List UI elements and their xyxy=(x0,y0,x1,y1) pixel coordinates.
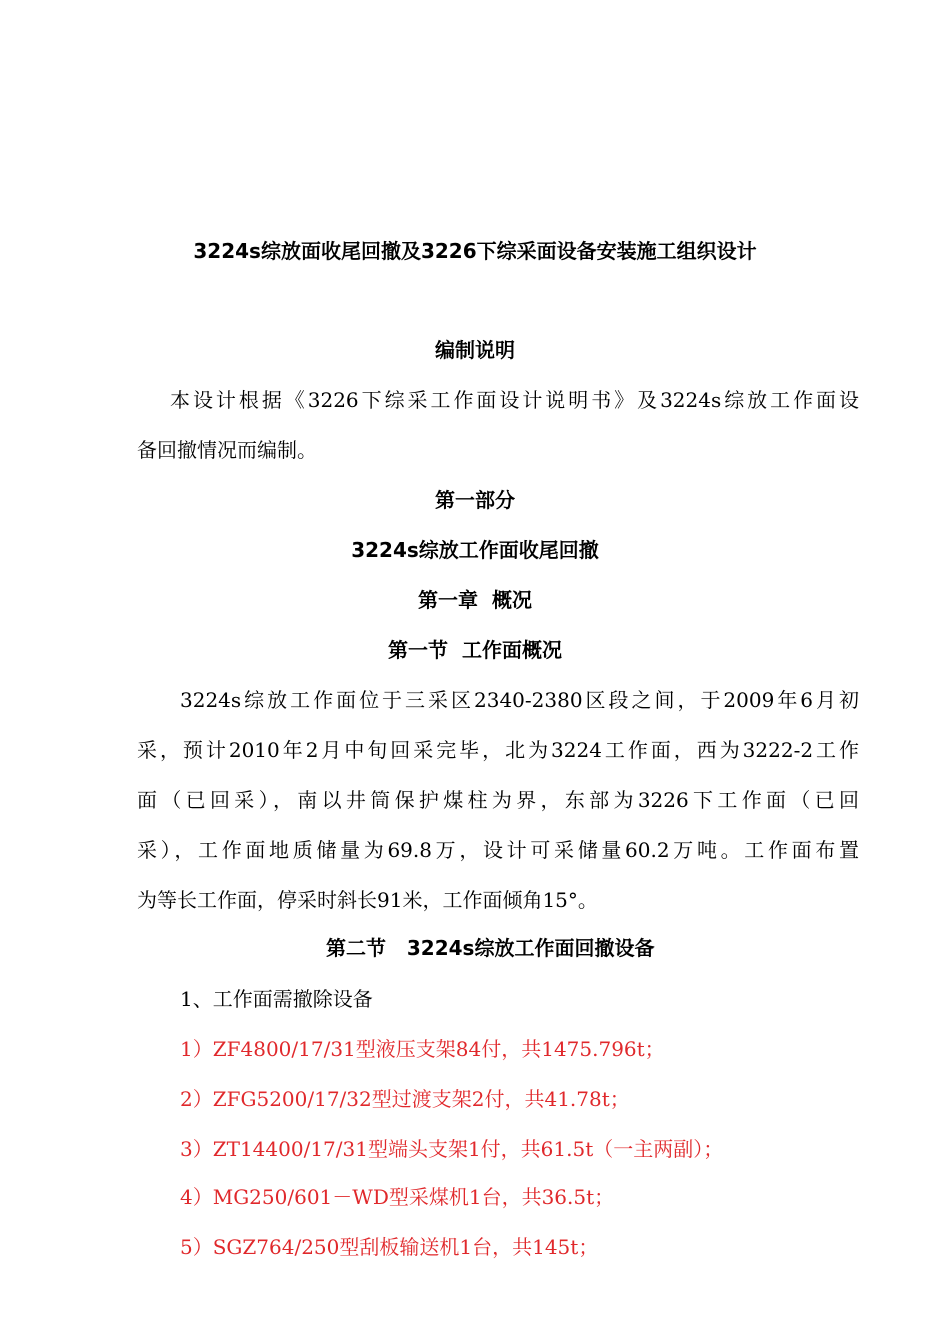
section1-line-3: 面（已回采），南以井筒保护煤柱为界，东部为3226下工作面（已回 xyxy=(137,788,859,812)
preface-line-2: 备回撤情况而编制。 xyxy=(137,438,317,462)
section1-line-1: 3224s综放工作面位于三采区2340-2380区段之间，于2009年6月初 xyxy=(180,688,859,712)
equipment-intro: 1、工作面需撤除设备 xyxy=(180,987,373,1011)
section1-line-5: 为等长工作面，停采时斜长91米，工作面倾角15°。 xyxy=(137,888,598,912)
equipment-item-1: 1）ZF4800/17/31型液压支架84付，共1475.796t； xyxy=(180,1037,665,1061)
equipment-item-3: 3）ZT14400/17/31型端头支架1付，共61.5t（一主两副）； xyxy=(180,1137,724,1161)
section1-line-4: 采），工作面地质储量为69.8万，设计可采储量60.2万吨。工作面布置 xyxy=(137,838,859,862)
document-title: 3224s综放面收尾回撤及3226下综采面设备安装施工组织设计 xyxy=(193,239,757,263)
chapter-heading: 第一章 概况 xyxy=(418,588,532,612)
equipment-item-2: 2）ZFG5200/17/32型过渡支架2付，共41.78t； xyxy=(180,1087,630,1111)
part-heading: 第一部分 xyxy=(435,488,515,512)
section2-heading: 第二节 3224s综放工作面回撤设备 xyxy=(326,936,655,960)
part-subtitle: 3224s综放工作面收尾回撤 xyxy=(351,538,599,562)
equipment-item-5: 5）SGZ764/250型刮板输送机1台，共145t； xyxy=(180,1235,599,1259)
section1-heading: 第一节 工作面概况 xyxy=(388,638,562,662)
equipment-item-4: 4）MG250/601－WD型采煤机1台，共36.5t； xyxy=(180,1185,615,1209)
preface-line-1: 本设计根据《3226下综采工作面设计说明书》及3224s综放工作面设 xyxy=(170,388,859,412)
preface-heading: 编制说明 xyxy=(435,338,515,362)
section1-line-2: 采，预计2010年2月中旬回采完毕，北为3224工作面，西为3222-2工作 xyxy=(137,738,859,762)
